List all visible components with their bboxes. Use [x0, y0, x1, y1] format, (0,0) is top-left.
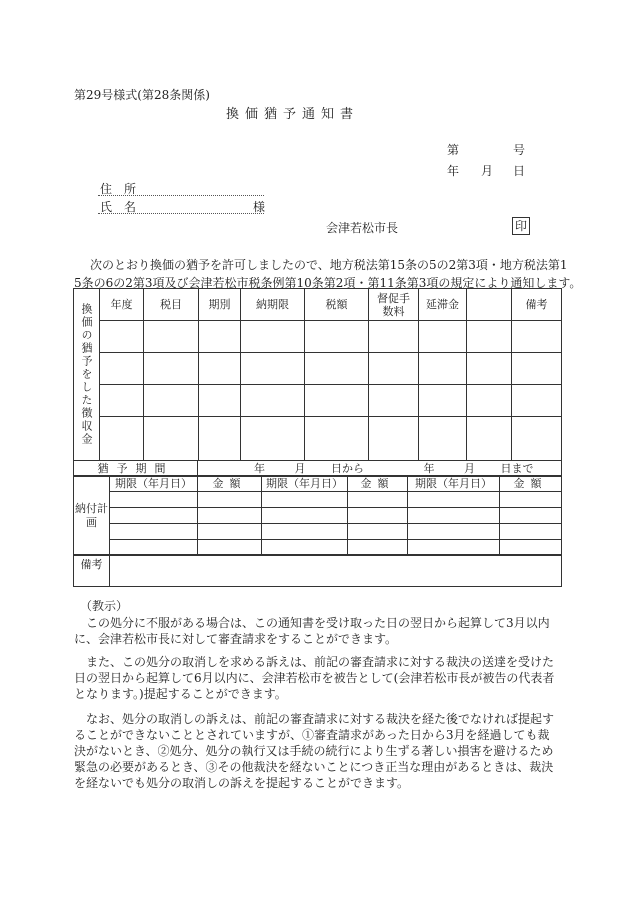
- remarks-table: [73, 554, 562, 587]
- table-row: [74, 321, 562, 353]
- table-row: [74, 385, 562, 417]
- table-row: [74, 492, 562, 508]
- date-year-label: 年: [447, 164, 460, 178]
- period-to-suffix: 日まで: [500, 462, 534, 475]
- number-label-suffix: 号: [513, 143, 526, 157]
- name-line: [98, 213, 264, 214]
- intro-line-2: 5条の6の2第3項及び会津若松市税条例第10条第2項・第11条第3項の規定により通知します。: [74, 276, 582, 290]
- page-title: 換価猶予通知書: [226, 107, 360, 122]
- table-row: [74, 508, 562, 524]
- period-to-year: 年: [423, 462, 435, 475]
- tax-table: [73, 288, 562, 461]
- date-day-label: 日: [513, 164, 526, 178]
- notice-paragraph-1: この処分に不服がある場合は、この通知書を受け取った日の翌日から起算して3月以内に、会津若松市長に対して審査請求をすることができます。: [74, 616, 550, 646]
- period-from-month: 月: [294, 462, 306, 475]
- header-reminder-fee: 督促手数料: [369, 289, 419, 321]
- table-row: [74, 524, 562, 540]
- address-label: 住所: [100, 182, 149, 196]
- period-from-year: 年: [254, 462, 265, 475]
- number-label-first: 第: [447, 143, 460, 157]
- date-month-label: 月: [481, 164, 494, 178]
- payment-plan-table: [73, 475, 562, 556]
- seal-mark: 印: [512, 217, 530, 235]
- period-from-suffix: 日から: [331, 462, 364, 475]
- address-line: [98, 195, 264, 196]
- header-period: 期別: [199, 289, 241, 321]
- issuer-name: 会津若松市長: [326, 221, 399, 235]
- plan-header-deadline-1: 期限（年月日）: [110, 476, 198, 492]
- remarks-label: 備考: [74, 555, 110, 587]
- plan-header-amount-3: 金額: [500, 476, 562, 492]
- notice-paragraph-3: なお、処分の取消しの訴えは、前記の審査請求に対する裁決を経た後でなければ提起することができないこととされていますが、①審査請求があった日から3月を経過しても裁決がないとき、②処分、処分の執行又は手続の続行により生ずる著しい損害を避けるため緊急の必要があるとき、③その他裁決を経ないことにつき正当な理由があるときは、裁決を経ないでも処分の取消しの訴えを提起することができます。: [74, 712, 555, 790]
- remarks-field[interactable]: [110, 555, 562, 587]
- intro-line-1: 次のとおり換価の猶予を許可しましたので、地方税法第15条の5の2第3項・地方税法第1: [90, 258, 568, 272]
- header-tax-amount: 税額: [305, 289, 369, 321]
- table-row: [74, 353, 562, 385]
- header-tax-item: 税目: [144, 289, 199, 321]
- period-label: 猶予期間: [74, 461, 198, 477]
- honorific: 様: [253, 200, 266, 214]
- plan-header-deadline-2: 期限（年月日）: [262, 476, 348, 492]
- notice-paragraph-2: また、この処分の取消しを求める訴えは、前記の審査請求に対する裁決の送達を受けた日の翌日から起算して6月以内に、会津若松市を被告として(会津若松市長が被告の代表者となります。)提起することができます。: [74, 655, 555, 701]
- plan-header-amount-2: 金額: [348, 476, 408, 492]
- header-due-date: 納期限: [241, 289, 305, 321]
- header-fiscal-year: 年度: [100, 289, 144, 321]
- collection-side-label: 換価の猶予をした徴収金: [74, 289, 100, 461]
- table-row: [74, 417, 562, 461]
- name-label: 氏名: [100, 200, 149, 214]
- header-remarks: 備考: [512, 289, 562, 321]
- form-number: 第29号様式(第28条関係): [74, 88, 210, 102]
- plan-header-amount-1: 金額: [198, 476, 262, 492]
- plan-side-label: 納付計画: [74, 476, 110, 556]
- plan-header-deadline-3: 期限（年月日）: [408, 476, 500, 492]
- notice-heading: （教示）: [80, 599, 129, 613]
- header-late-fee: 延滞金: [419, 289, 467, 321]
- period-to-month: 月: [464, 462, 475, 475]
- header-blank: [467, 289, 512, 321]
